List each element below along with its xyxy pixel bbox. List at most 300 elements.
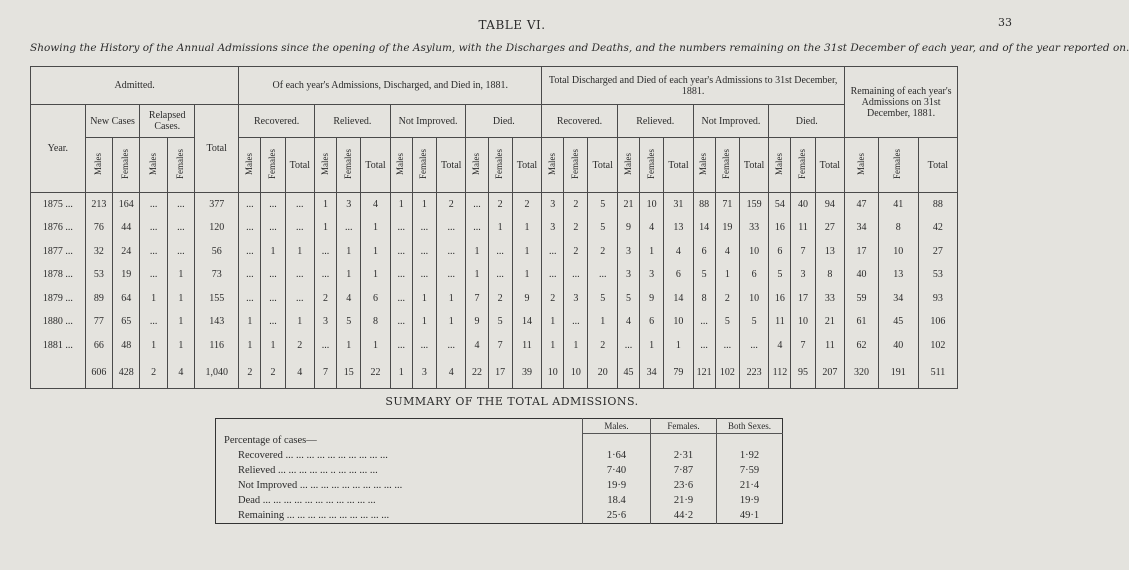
sex-header: Females [640,138,664,193]
admitted-cell: 65 [113,310,140,334]
total-discharge-cell: 19 [715,216,739,240]
admitted-cell: 116 [195,334,239,358]
table-body [31,193,958,389]
summary-label [216,463,583,478]
total-discharge-cell: 27 [815,216,845,240]
total-discharge-cell: 10 [664,310,693,334]
total-discharge-cell: 1 [664,334,693,358]
summary-males-value: 19·9 [583,478,651,493]
year-discharge-cell: ... [261,216,285,240]
total-discharge-cell: 8 [815,263,845,287]
sex-header: Females [878,138,918,193]
year-discharge-cell: 1 [337,240,361,264]
sex-header: Males [845,138,879,193]
total-discharge-cell: 5 [715,310,739,334]
table-caption: Showing the History of the Annual Admissions since the opening of the Asylum, with the Discharges and Deaths, and the numbers remaining on the 31st December of each year, and of the year reported on. [30,42,1129,54]
year-discharge-cell: 15 [337,357,361,388]
total-discharge-cell: ... [542,240,564,264]
admitted-cell: 73 [195,263,239,287]
year-discharge-cell: ... [239,240,261,264]
admitted-cell: 1 [140,287,167,311]
year-discharge-cell: ... [261,193,285,217]
summary-title: SUMMARY OF THE TOTAL ADMISSIONS. [385,395,639,408]
year-discharge-cell: 9 [466,310,488,334]
total-discharge-cell: ... [739,334,768,358]
died-header: Died. [466,105,542,138]
year-discharge-cell: 2 [239,357,261,388]
remaining-cell: 17 [845,240,879,264]
year-discharge-cell: 2 [261,357,285,388]
summary-both-value: 1·92 [717,448,783,463]
remaining-cell: 10 [878,240,918,264]
year-discharge-cell: 1 [437,287,466,311]
total-discharge-cell: 88 [693,193,715,217]
summary-label-text: Remaining [238,510,285,521]
sex-header: Females [167,138,194,193]
total-header: Total [437,138,466,193]
admitted-cell: 77 [85,310,112,334]
total-discharge-cell: 112 [769,357,791,388]
total-discharge-cell: 3 [617,263,639,287]
sex-header: Females [488,138,512,193]
sex-header: Males [239,138,261,193]
group-total-discharged: Total Discharged and Died of each year's Admissions to 31st December, 1881. [542,67,845,105]
total-discharge-cell: 2 [564,240,588,264]
total-discharge-cell: 17 [791,287,815,311]
year-discharge-cell: 1 [361,240,390,264]
summary-label [216,478,583,493]
sex-header: Females [337,138,361,193]
total-discharge-cell: 10 [739,240,768,264]
remaining-cell: 41 [878,193,918,217]
year-discharge-cell: 4 [466,334,488,358]
year-discharge-cell: 2 [488,287,512,311]
total-discharge-cell: 6 [640,310,664,334]
admitted-cell: ... [140,193,167,217]
summary-leader-dots: ... ... ... ... ... .. ... ... ... ... [277,465,378,476]
year-cell: 1881 ... [31,334,86,358]
year-discharge-cell: 9 [512,287,541,311]
total-discharge-cell: 3 [542,193,564,217]
total-discharge-cell: 16 [769,287,791,311]
recovered-header: Recovered. [239,105,315,138]
total-discharge-cell: ... [564,310,588,334]
total-discharge-cell: 20 [588,357,617,388]
sex-header: Males [315,138,337,193]
total-discharge-cell: 21 [815,310,845,334]
year-discharge-cell: 1 [361,216,390,240]
year-discharge-cell: 17 [488,357,512,388]
summary-males-value: 25·6 [583,508,651,524]
table-row [31,310,958,334]
year-discharge-cell: 1 [390,193,412,217]
total-header: Total [512,138,541,193]
total-discharge-cell: 71 [715,193,739,217]
year-discharge-cell: 1 [512,216,541,240]
relieved-header: Relieved. [315,105,391,138]
total-discharge-cell: 9 [640,287,664,311]
year-discharge-cell: 8 [361,310,390,334]
admissions-history-table [30,66,958,389]
remaining-cell: 40 [845,263,879,287]
year-discharge-cell: ... [390,216,412,240]
admitted-cell: 1 [167,310,194,334]
year-discharge-cell: 7 [488,334,512,358]
total-discharge-cell: ... [693,334,715,358]
admitted-cell: 48 [113,334,140,358]
year-discharge-cell: 1 [361,263,390,287]
year-discharge-cell: 1 [512,240,541,264]
admitted-cell: 143 [195,310,239,334]
year-discharge-cell: ... [390,263,412,287]
page-header [0,14,1024,34]
admitted-cell: ... [140,216,167,240]
total-discharge-cell: 2 [588,334,617,358]
year-discharge-cell: 11 [512,334,541,358]
summary-females-value: 7·87 [651,463,717,478]
admitted-cell: 76 [85,216,112,240]
sex-header: Males [542,138,564,193]
summary-both-value: 19·9 [717,493,783,508]
year-discharge-cell: 1 [315,193,337,217]
total-discharge-cell: 2 [588,240,617,264]
year-discharge-cell: 6 [361,287,390,311]
year-cell [31,357,86,388]
total-discharge-cell: 79 [664,357,693,388]
total-discharge-cell: 5 [588,287,617,311]
total-discharge-cell: 5 [588,216,617,240]
year-discharge-cell: 22 [361,357,390,388]
total-discharge-cell: 45 [617,357,639,388]
year-discharge-cell: ... [390,334,412,358]
total-header: Total [739,138,768,193]
summary-col-females: Females. [651,419,717,434]
remaining-cell: 59 [845,287,879,311]
remaining-cell: 40 [878,334,918,358]
admitted-cell: 428 [113,357,140,388]
total-discharge-cell: ... [564,263,588,287]
total-discharge-cell: 3 [617,240,639,264]
year-discharge-cell: ... [239,216,261,240]
year-discharge-cell: ... [412,263,436,287]
year-discharge-cell: ... [466,216,488,240]
remaining-cell: 102 [918,334,957,358]
year-discharge-cell: 1 [261,240,285,264]
year-discharge-cell: ... [261,310,285,334]
year-discharge-cell: ... [315,334,337,358]
total-relieved-header: Relieved. [617,105,693,138]
summary-females-value: 23·6 [651,478,717,493]
total-discharge-cell: 4 [715,240,739,264]
year-discharge-cell: ... [390,240,412,264]
total-discharge-cell: 5 [617,287,639,311]
summary-label [216,448,583,463]
summary-row [216,448,783,463]
total-header: Total [285,138,314,193]
total-discharge-cell: 5 [739,310,768,334]
remaining-cell: 88 [918,193,957,217]
total-discharge-cell: 11 [791,216,815,240]
summary-label [216,508,583,524]
admitted-cell: 606 [85,357,112,388]
year-discharge-cell: ... [285,193,314,217]
summary-females-value: 2·31 [651,448,717,463]
remaining-cell: 8 [878,216,918,240]
year-discharge-cell: ... [261,263,285,287]
year-discharge-cell: 7 [466,287,488,311]
year-discharge-cell: 1 [315,216,337,240]
sex-header: Females [564,138,588,193]
total-discharge-cell: 207 [815,357,845,388]
admitted-cell: ... [167,193,194,217]
admitted-cell: 155 [195,287,239,311]
year-discharge-cell: 1 [361,334,390,358]
remaining-cell: 106 [918,310,957,334]
year-discharge-cell: 2 [437,193,466,217]
sex-header: Males [140,138,167,193]
total-discharge-cell: 5 [588,193,617,217]
year-discharge-cell: 2 [285,334,314,358]
summary-row [216,463,783,478]
total-discharge-cell: 5 [693,263,715,287]
total-discharge-cell: 5 [769,263,791,287]
total-discharge-cell: 10 [739,287,768,311]
table-row [31,240,958,264]
year-discharge-cell: 5 [488,310,512,334]
year-discharge-cell: ... [337,216,361,240]
year-discharge-cell: 14 [512,310,541,334]
year-cell: 1875 ... [31,193,86,217]
total-discharge-cell: 159 [739,193,768,217]
remaining-cell: 93 [918,287,957,311]
year-discharge-cell: ... [488,263,512,287]
admitted-cell: 1 [167,334,194,358]
admitted-cell: 19 [113,263,140,287]
sex-header: Males [693,138,715,193]
summary-label-text: Dead ... [238,495,271,506]
year-cell: 1879 ... [31,287,86,311]
total-discharge-cell: 8 [693,287,715,311]
year-discharge-cell: 4 [437,357,466,388]
summary-both-value: 7·59 [717,463,783,478]
sex-header-row [31,138,958,193]
year-discharge-cell: 22 [466,357,488,388]
year-discharge-cell: ... [437,263,466,287]
year-cell: 1876 ... [31,216,86,240]
year-discharge-cell: 2 [512,193,541,217]
remaining-cell: 42 [918,216,957,240]
relapsed-cases-header: Relapsed Cases. [140,105,195,138]
year-discharge-cell: 1 [285,240,314,264]
total-recovered-header: Recovered. [542,105,618,138]
year-discharge-cell: 3 [315,310,337,334]
remaining-cell: 27 [918,240,957,264]
total-discharge-cell: ... [588,263,617,287]
total-discharge-cell: 40 [791,193,815,217]
remaining-cell: 320 [845,357,879,388]
total-header: Total [918,138,957,193]
summary-label-text: Relieved [238,465,276,476]
total-discharge-cell: ... [617,334,639,358]
admitted-cell: 213 [85,193,112,217]
admitted-cell: 89 [85,287,112,311]
group-remaining: Remaining of each year's Admissions on 31st December, 1881. [845,67,958,138]
sex-header: Females [261,138,285,193]
year-discharge-cell: ... [315,263,337,287]
admitted-cell: ... [140,310,167,334]
total-discharge-cell: 121 [693,357,715,388]
total-discharge-cell: 2 [564,193,588,217]
total-discharge-cell: 2 [542,287,564,311]
total-discharge-cell: 2 [564,216,588,240]
year-discharge-cell: 1 [466,263,488,287]
summary-label [216,493,583,508]
admitted-cell: 64 [113,287,140,311]
summary-row [216,508,783,524]
summary-both-value: 21·4 [717,478,783,493]
total-discharge-cell: 10 [564,357,588,388]
summary-males-value: 1·64 [583,448,651,463]
summary-label-text: Not Improved ... [238,480,308,491]
summary-females-value: 21·9 [651,493,717,508]
total-discharge-cell: 1 [542,310,564,334]
year-discharge-cell: ... [412,334,436,358]
total-discharge-cell: 6 [739,263,768,287]
year-discharge-cell: ... [285,216,314,240]
remaining-cell: 62 [845,334,879,358]
remaining-cell: 61 [845,310,879,334]
total-discharge-cell: 14 [664,287,693,311]
total-discharge-cell: 33 [815,287,845,311]
year-discharge-cell: 1 [239,334,261,358]
admitted-total-header: Total [195,105,239,193]
total-discharge-cell: 4 [617,310,639,334]
total-header: Total [815,138,845,193]
admitted-cell: 1 [167,287,194,311]
summary-females-value: 44·2 [651,508,717,524]
year-discharge-cell: 3 [337,193,361,217]
year-discharge-cell: ... [315,240,337,264]
summary-caption-row [216,434,783,449]
group-year-admissions: Of each year's Admissions, Discharged, and Died in, 1881. [239,67,542,105]
summary-col-males: Males. [583,419,651,434]
total-discharge-cell: 2 [715,287,739,311]
group-admitted: Admitted. [31,67,239,105]
summary-leader-dots: ... ... ... ... ... ... ... ... ... ... [273,495,376,506]
year-discharge-cell: ... [412,216,436,240]
totals-row [31,357,958,388]
year-discharge-cell: ... [285,263,314,287]
year-discharge-cell: 1 [261,334,285,358]
admitted-cell: 4 [167,357,194,388]
year-discharge-cell: 1 [285,310,314,334]
admitted-cell: ... [167,216,194,240]
year-discharge-cell: ... [437,240,466,264]
total-discharge-cell: 13 [815,240,845,264]
table-title: TABLE VI. [478,18,546,32]
total-header: Total [361,138,390,193]
year-discharge-cell: 1 [337,263,361,287]
total-discharge-cell: 4 [640,216,664,240]
remaining-cell: 13 [878,263,918,287]
year-discharge-cell: 1 [239,310,261,334]
admitted-cell: 2 [140,357,167,388]
total-discharge-cell: 10 [640,193,664,217]
summary-header-row [216,419,783,434]
total-header: Total [588,138,617,193]
total-discharge-cell: 31 [664,193,693,217]
total-discharge-cell: 11 [815,334,845,358]
total-discharge-cell: 3 [791,263,815,287]
table-row [31,216,958,240]
year-discharge-cell: ... [239,193,261,217]
total-discharge-cell: 4 [664,240,693,264]
not-improved-header: Not Improved. [390,105,466,138]
summary-body [216,419,783,524]
total-discharge-cell: 13 [664,216,693,240]
admitted-cell: 44 [113,216,140,240]
total-discharge-cell: 54 [769,193,791,217]
total-discharge-cell: 7 [791,240,815,264]
total-discharge-cell: 3 [542,216,564,240]
total-discharge-cell: 3 [640,263,664,287]
year-header: Year. [31,105,86,193]
table-row [31,263,958,287]
total-discharge-cell: 11 [769,310,791,334]
total-discharge-cell: 33 [739,216,768,240]
table-row [31,287,958,311]
admitted-cell: 66 [85,334,112,358]
total-discharge-cell: ... [542,263,564,287]
sex-header: Females [412,138,436,193]
total-discharge-cell: 3 [564,287,588,311]
year-discharge-cell: 1 [337,334,361,358]
remaining-cell: 53 [918,263,957,287]
table-row [31,334,958,358]
year-discharge-cell: 3 [412,357,436,388]
year-discharge-cell: 39 [512,357,541,388]
sex-header: Females [791,138,815,193]
sex-header: Males [390,138,412,193]
year-discharge-cell: ... [239,287,261,311]
admitted-cell: 377 [195,193,239,217]
new-cases-header: New Cases [85,105,140,138]
summary-both-value: 49·1 [717,508,783,524]
year-discharge-cell: ... [466,193,488,217]
summary-label-text: Recovered [238,450,283,461]
year-discharge-cell: ... [488,240,512,264]
year-discharge-cell: ... [261,287,285,311]
total-discharge-cell: 6 [769,240,791,264]
remaining-cell: 45 [878,310,918,334]
total-discharge-cell: 1 [542,334,564,358]
total-discharge-cell: 16 [769,216,791,240]
total-discharge-cell: ... [715,334,739,358]
total-header: Total [664,138,693,193]
admitted-cell: 164 [113,193,140,217]
year-discharge-cell: 1 [412,287,436,311]
year-discharge-cell: ... [437,334,466,358]
year-discharge-cell: 4 [337,287,361,311]
remaining-cell: 191 [878,357,918,388]
total-discharge-cell: 94 [815,193,845,217]
year-discharge-cell: ... [285,287,314,311]
summary-table [215,418,783,524]
year-discharge-cell: ... [412,240,436,264]
sex-header: Females [715,138,739,193]
total-discharge-cell: 102 [715,357,739,388]
year-discharge-cell: 1 [466,240,488,264]
